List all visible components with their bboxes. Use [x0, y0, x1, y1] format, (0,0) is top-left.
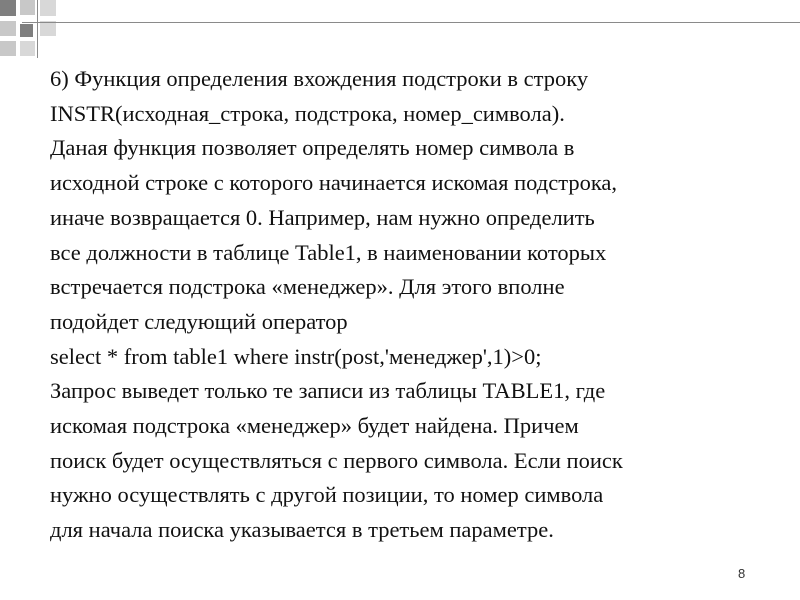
slide-body: [50, 62, 790, 548]
decor-square: [20, 41, 35, 56]
corner-decoration: [0, 0, 60, 56]
text-line: 6) Функция определения вхождения подстроки в строку: [50, 66, 589, 91]
text-line: все должности в таблице Table1, в наименовании которых: [50, 239, 607, 265]
text-line: INSTR(исходная_строка, подстрока, номер_символа).: [50, 100, 565, 126]
text-line: для начала поиска указывается в третьем параметре.: [50, 517, 554, 543]
text-line: исходной строке с которого начинается искомая подстрока,: [50, 170, 618, 196]
code-line: select * from table1 where instr(post,'менеджер',1)>0;: [50, 343, 542, 369]
text-line: Даная функция позволяет определять номер символа в: [50, 135, 575, 161]
decor-square: [0, 41, 16, 56]
text-line: Запрос выведет только те записи из таблицы TABLE1, где: [50, 378, 606, 404]
text-line: поиск будет осуществляться с первого символа. Если поиск: [50, 447, 623, 473]
decor-square: [20, 24, 33, 37]
decor-square: [20, 0, 35, 15]
decor-square: [40, 0, 56, 16]
text-line: нужно осуществлять с другой позиции, то номер символа: [50, 482, 604, 508]
header-rule: [22, 22, 800, 23]
decor-square: [0, 0, 16, 16]
text-line: иначе возвращается 0. Например, нам нужно определить: [50, 204, 595, 230]
text-line: встречается подстрока «менеджер». Для этого вполне: [50, 274, 565, 300]
decor-square: [0, 21, 16, 36]
decor-square: [40, 21, 56, 36]
text-line: подойдет следующий оператор: [50, 308, 348, 334]
left-rule: [37, 0, 38, 58]
text-line: искомая подстрока «менеджер» будет найдена. Причем: [50, 413, 579, 439]
page-number: 8: [738, 566, 746, 581]
